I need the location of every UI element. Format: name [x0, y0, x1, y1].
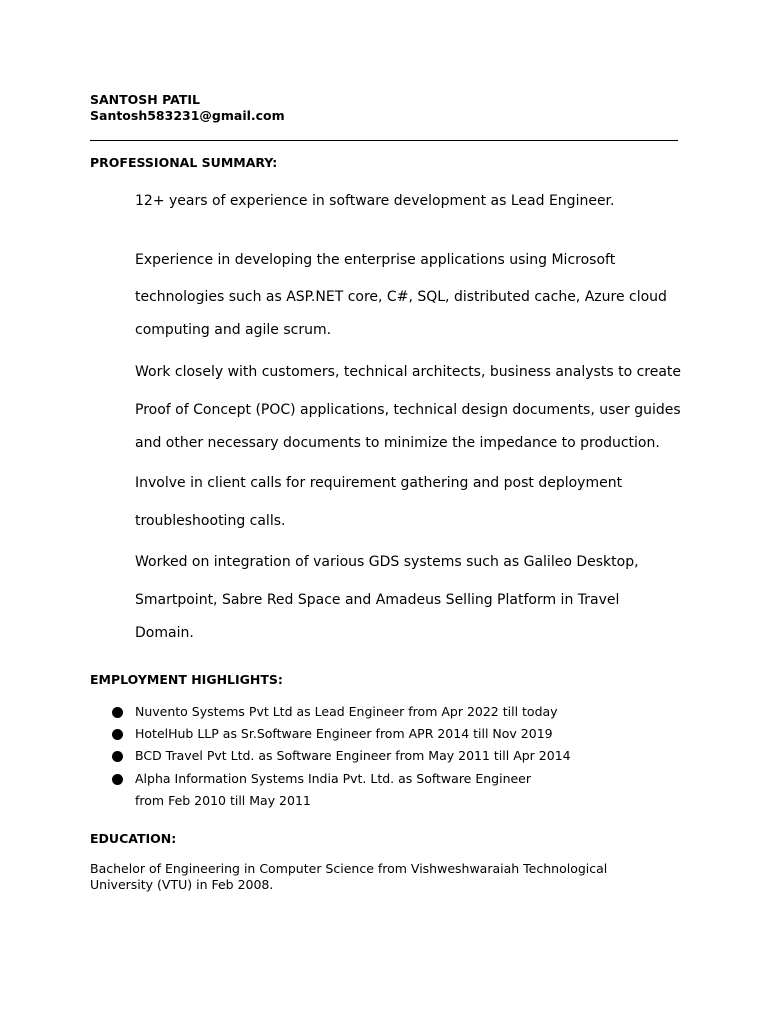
summary-line: Proof of Concept (POC) applications, technical design documents, user guides: [135, 402, 681, 418]
summary-line: computing and agile scrum.: [135, 322, 332, 338]
summary-line: Experience in developing the enterprise applications using Microsoft: [135, 252, 616, 268]
summary-line: Work closely with customers, technical architects, business analysts to create: [135, 364, 682, 380]
summary-line: Worked on integration of various GDS systems such as Galileo Desktop,: [135, 554, 639, 570]
education-heading: EDUCATION:: [90, 831, 177, 846]
summary-line: Domain.: [135, 625, 194, 641]
header-divider: [90, 140, 678, 141]
education-line: University (VTU) in Feb 2008.: [90, 877, 274, 892]
employment-line: from Feb 2010 till May 2011: [135, 793, 311, 808]
bullet-dot-icon: [112, 751, 123, 762]
bullet-dot-icon: [112, 774, 123, 785]
employment-line: Alpha Information Systems India Pvt. Ltd. as Software Engineer: [135, 771, 532, 786]
summary-line: 12+ years of experience in software development as Lead Engineer.: [135, 193, 615, 209]
employment-heading: EMPLOYMENT HIGHLIGHTS:: [90, 672, 283, 687]
education-line: Bachelor of Engineering in Computer Science from Vishweshwaraiah Technological: [90, 861, 608, 876]
summary-heading: PROFESSIONAL SUMMARY:: [90, 155, 278, 170]
summary-line: Involve in client calls for requirement gathering and post deployment: [135, 475, 623, 491]
summary-line: technologies such as ASP.NET core, C#, SQL, distributed cache, Azure cloud: [135, 289, 667, 305]
summary-line: Smartpoint, Sabre Red Space and Amadeus Selling Platform in Travel: [135, 592, 620, 608]
summary-line: troubleshooting calls.: [135, 513, 286, 529]
bullet-dot-icon: [112, 729, 123, 740]
candidate-name: SANTOSH PATIL: [90, 92, 200, 107]
bullet-dot-icon: [112, 707, 123, 718]
employment-line: HotelHub LLP as Sr.Software Engineer from APR 2014 till Nov 2019: [135, 726, 553, 741]
candidate-email: Santosh583231@gmail.com: [90, 108, 285, 123]
summary-line: and other necessary documents to minimize the impedance to production.: [135, 435, 660, 451]
employment-line: BCD Travel Pvt Ltd. as Software Engineer from May 2011 till Apr 2014: [135, 748, 571, 763]
employment-line: Nuvento Systems Pvt Ltd as Lead Engineer from Apr 2022 till today: [135, 704, 558, 719]
